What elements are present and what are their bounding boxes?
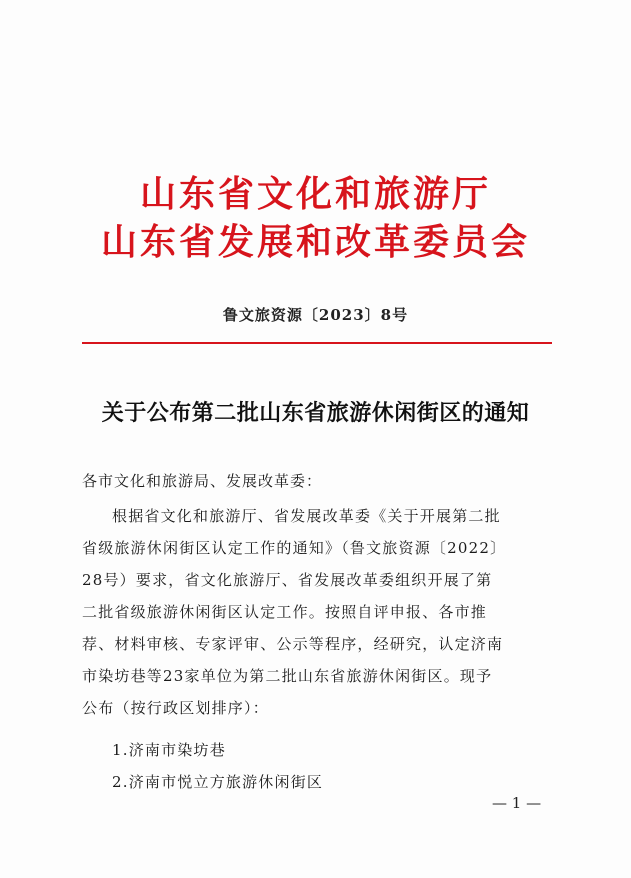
paragraph-line: 公布（按行政区划排序）： xyxy=(82,699,269,717)
list-item: 1.济南市染坊巷 xyxy=(112,741,226,759)
paragraph-line: 荐、材料审核、专家评审、公示等程序，经研究，认定济南 xyxy=(82,635,504,653)
page-number: — 1 — xyxy=(492,794,542,812)
paragraph-line: 二批省级旅游休闲街区认定工作。按照自评申报、各市推 xyxy=(82,603,488,621)
paragraph-line: 根据省文化和旅游厅、省发展改革委《关于开展第二批 xyxy=(112,507,501,525)
paragraph-line: 市染坊巷等23家单位为第二批山东省旅游休闲街区。现予 xyxy=(82,667,493,685)
body-paragraph xyxy=(82,500,552,724)
issuer-culture-tourism-dept: 山东省文化和旅游厅 xyxy=(139,173,491,215)
list-item: 2.济南市悦立方旅游休闲街区 xyxy=(112,773,324,791)
issuer-development-reform-commission: 山东省发展和改革委员会 xyxy=(100,221,530,263)
document-title: 关于公布第二批山东省旅游休闲街区的通知 xyxy=(101,400,530,426)
paragraph-line: 省级旅游休闲街区认定工作的通知》（鲁文旅资源〔2022〕 xyxy=(82,539,507,557)
document-number: 鲁文旅资源〔2023〕8号 xyxy=(222,306,409,324)
district-list xyxy=(82,734,582,798)
paragraph-line: 28号）要求，省文化旅游厅、省发展改革委组织开展了第 xyxy=(82,571,493,589)
red-separator-line xyxy=(82,342,552,344)
salutation: 各市文化和旅游局、发展改革委： xyxy=(82,472,323,490)
